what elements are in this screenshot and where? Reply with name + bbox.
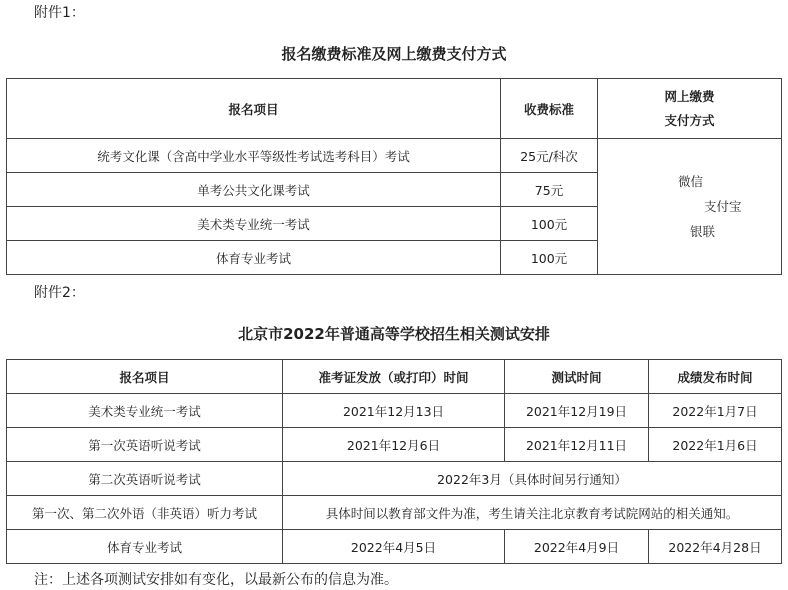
schedule-result: 2022年1月7日 (649, 394, 782, 428)
schedule-item: 第一次、第二次外语（非英语）听力考试 (7, 496, 283, 530)
fee-header-payment-line2: 支付方式 (664, 112, 715, 128)
fee-table (6, 78, 782, 275)
table-row (7, 394, 782, 428)
schedule-test: 2022年4月9日 (505, 530, 649, 564)
schedule-ticket: 2021年12月6日 (283, 428, 505, 462)
fee-item: 美术类专业统一考试 (7, 207, 501, 241)
table-row (7, 496, 782, 530)
fee-header-item: 报名项目 (7, 79, 501, 139)
schedule-test: 2021年12月11日 (505, 428, 649, 462)
schedule-header-result: 成绩发布时间 (649, 360, 782, 394)
schedule-header-item: 报名项目 (7, 360, 283, 394)
fee-value: 100元 (501, 241, 598, 275)
schedule-header-test: 测试时间 (505, 360, 649, 394)
table-row (7, 530, 782, 564)
schedule-ticket: 2022年4月5日 (283, 530, 505, 564)
fee-item: 体育专业考试 (7, 241, 501, 275)
fee-value: 100元 (501, 207, 598, 241)
fee-value: 25元/科次 (501, 139, 598, 173)
payment-alipay: 支付宝 (704, 199, 742, 214)
payment-methods-cell (598, 139, 782, 275)
schedule-item: 第二次英语听说考试 (7, 462, 283, 496)
attachment1-label: 附件1： (34, 5, 85, 21)
fee-item: 单考公共文化课考试 (7, 173, 501, 207)
table-row (7, 462, 782, 496)
payment-wechat: 微信 (678, 174, 704, 189)
table-row (7, 139, 782, 173)
footnote: 注：上述各项测试安排如有变化，以最新公布的信息为准。 (34, 572, 398, 588)
schedule-result: 2022年1月6日 (649, 428, 782, 462)
schedule-item: 体育专业考试 (7, 530, 283, 564)
fee-value: 75元 (501, 173, 598, 207)
schedule-table (6, 359, 782, 564)
schedule-merged: 具体时间以教育部文件为准，考生请关注北京教育考试院网站的相关通知。 (283, 496, 782, 530)
schedule-item: 美术类专业统一考试 (7, 394, 283, 428)
schedule-result: 2022年4月28日 (649, 530, 782, 564)
schedule-item: 第一次英语听说考试 (7, 428, 283, 462)
fee-table-header-row (7, 79, 782, 139)
table-row (7, 428, 782, 462)
fee-header-payment (598, 79, 782, 139)
attachment1-title: 报名缴费标准及网上缴费支付方式 (281, 45, 507, 63)
fee-header-payment-line1: 网上缴费 (664, 88, 715, 104)
fee-header-fee: 收费标准 (501, 79, 598, 139)
schedule-test: 2021年12月19日 (505, 394, 649, 428)
schedule-merged: 2022年3月（具体时间另行通知） (283, 462, 782, 496)
payment-unionpay: 银联 (690, 224, 716, 239)
attachment2-label: 附件2： (34, 285, 85, 301)
schedule-ticket: 2021年12月13日 (283, 394, 505, 428)
schedule-header-ticket: 准考证发放（或打印）时间 (283, 360, 505, 394)
schedule-header-row (7, 360, 782, 394)
attachment2-title: 北京市2022年普通高等学校招生相关测试安排 (238, 325, 550, 343)
fee-item: 统考文化课（含高中学业水平等级性考试选考科目）考试 (7, 139, 501, 173)
